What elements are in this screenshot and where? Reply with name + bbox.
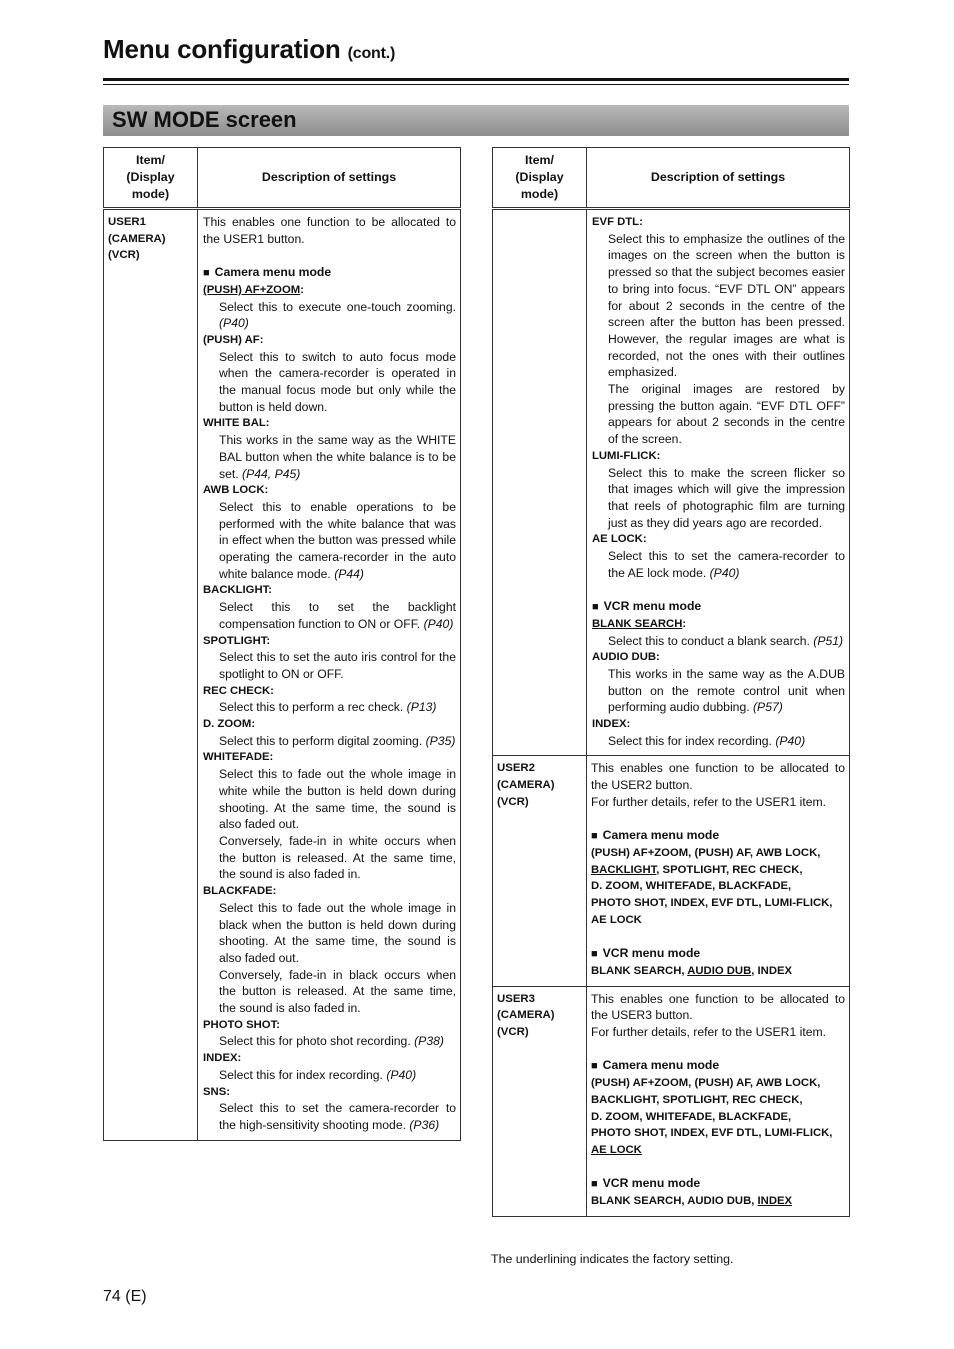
entry-body: Select this to switch to auto focus mode when the camera-recorder is operated in the manual focus mode but only while the button is held down. bbox=[219, 349, 456, 414]
header-item bbox=[493, 148, 587, 209]
mode-list-text: BLANK SEARCH, AUDIO DUB, bbox=[591, 1195, 758, 1207]
header-item bbox=[104, 148, 198, 209]
page-number: 74 (E) bbox=[103, 1288, 147, 1305]
header-description: Description of settings bbox=[198, 148, 461, 209]
entry-body: This works in the same way as the A.DUB button on the remote control unit when performing audio dubbing. bbox=[608, 666, 845, 715]
mode-list-line: BACKLIGHT, SPOTLIGHT, REC CHECK, bbox=[591, 1093, 803, 1106]
entry-label: BACKLIGHT: bbox=[203, 584, 273, 597]
mode-list-line bbox=[591, 963, 845, 980]
item-cell bbox=[493, 986, 587, 1216]
entry-text bbox=[203, 299, 456, 332]
entry-body: Select this to conduct a blank search. bbox=[608, 633, 810, 648]
right-settings-table bbox=[492, 147, 850, 1217]
entry-body: Select this for index recording. bbox=[608, 733, 772, 748]
item-line: (VCR) bbox=[108, 249, 140, 262]
entry-body: Conversely, fade-in in white occurs when the button is released. At the same time, the sound is also faded in. bbox=[219, 834, 456, 882]
header-item-line: mode) bbox=[131, 186, 170, 201]
item-line: (CAMERA) bbox=[108, 232, 166, 245]
mode-list-line bbox=[591, 1142, 845, 1159]
mode-heading-text: VCR menu mode bbox=[603, 599, 702, 614]
entry-text bbox=[203, 649, 456, 682]
section-title: SW MODE screen bbox=[112, 107, 297, 132]
refer-text: For further details, refer to the USER1 item. bbox=[591, 1025, 827, 1039]
page-ref: (P40) bbox=[775, 733, 806, 748]
entry-text bbox=[203, 900, 456, 967]
mode-heading-text: Camera menu mode bbox=[602, 828, 720, 843]
entry-text bbox=[203, 349, 456, 416]
factory-setting: AE LOCK bbox=[591, 1143, 642, 1156]
mode-list-line: (PUSH) AF+ZOOM, (PUSH) AF, AWB LOCK, bbox=[591, 846, 821, 859]
page-ref: (P38) bbox=[414, 1034, 444, 1049]
mode-heading bbox=[591, 827, 845, 845]
item-line: USER2 bbox=[497, 762, 535, 775]
mode-list-line bbox=[591, 1193, 845, 1210]
mode-heading bbox=[591, 1175, 845, 1193]
refer-text: For further details, refer to the USER1 item. bbox=[591, 794, 827, 809]
table-row-user1 bbox=[104, 209, 461, 1141]
item-line: (CAMERA) bbox=[497, 779, 555, 792]
page-ref: (P57) bbox=[753, 700, 783, 715]
page-ref: (P40) bbox=[709, 565, 740, 580]
section-band bbox=[103, 105, 849, 136]
header-item-line: Item/ bbox=[525, 153, 554, 168]
header-item-line: (Display bbox=[126, 170, 175, 185]
entry-label-text: (PUSH) AF+ZOOM bbox=[203, 283, 301, 296]
page-ref: (P40) bbox=[219, 316, 249, 331]
header-item-line: Item/ bbox=[136, 153, 165, 168]
entry-label: AUDIO DUB: bbox=[592, 651, 660, 664]
entry-body: Select this to set the auto iris control for the spotlight to ON or OFF. bbox=[219, 650, 456, 681]
entry-text bbox=[203, 733, 456, 750]
entry-text bbox=[203, 599, 456, 632]
entry-label: AWB LOCK: bbox=[203, 484, 269, 497]
entry-label: PHOTO SHOT: bbox=[203, 1018, 280, 1031]
page-ref: (P40) bbox=[386, 1067, 417, 1082]
mode-list-line: AE LOCK bbox=[591, 913, 642, 926]
entry-label: SNS: bbox=[203, 1085, 230, 1098]
entry-label: INDEX: bbox=[592, 718, 631, 731]
entry-body: Select this to execute one-touch zooming. bbox=[219, 299, 456, 314]
square-bullet-icon: ■ bbox=[591, 1060, 598, 1073]
item-line: USER3 bbox=[497, 992, 535, 1005]
entry-body: Select this to set the camera-recorder to the high-sensitivity shooting mode. bbox=[219, 1101, 456, 1132]
page-ref: (P44, P45) bbox=[242, 466, 301, 481]
mode-list-text: BLANK SEARCH, bbox=[591, 964, 688, 977]
entry-text bbox=[592, 633, 845, 650]
mode-heading-text: Camera menu mode bbox=[602, 1058, 720, 1073]
entry-label-text: BLANK SEARCH bbox=[592, 617, 683, 630]
entry-label: REC CHECK: bbox=[203, 684, 274, 697]
entry-body: Conversely, fade-in in black occurs when the button is released. At the same time, the sound is also faded in. bbox=[219, 967, 456, 1016]
table-header-row bbox=[104, 148, 461, 209]
mode-heading bbox=[591, 1057, 845, 1075]
description-cell bbox=[587, 756, 850, 986]
entry-label: WHITE BAL: bbox=[203, 417, 270, 430]
header-item-line: mode) bbox=[520, 186, 559, 201]
item-cell bbox=[493, 756, 587, 986]
title-rule-thick bbox=[103, 78, 849, 81]
item-cell bbox=[104, 209, 198, 1141]
table-row-user2 bbox=[493, 756, 850, 986]
mode-list-line: (PUSH) AF+ZOOM, (PUSH) AF, AWB LOCK, bbox=[591, 1077, 821, 1090]
title-rule-thin bbox=[103, 84, 849, 85]
entry-text bbox=[592, 733, 845, 750]
mode-heading bbox=[591, 945, 845, 963]
entry-text: Select this to make the screen flicker so that images which will give the impression that reels of photographic film are turning just as they did years ago are recorded. bbox=[608, 465, 845, 530]
factory-setting: BACKLIGHT bbox=[591, 863, 657, 876]
item-line: (VCR) bbox=[497, 1026, 529, 1038]
entry-text bbox=[592, 666, 845, 716]
page-ref: (P51) bbox=[813, 633, 844, 648]
entry-body: Select this for photo shot recording. bbox=[219, 1034, 411, 1049]
entry-label: BLANK SEARCH: bbox=[592, 617, 687, 630]
entry-text bbox=[203, 499, 456, 583]
entry-label: (PUSH) AF+ZOOM: bbox=[203, 283, 304, 296]
entry-body: Select this to set the backlight compensation function to ON or OFF. bbox=[219, 600, 456, 631]
table-row-user1-cont bbox=[493, 209, 850, 756]
mode-heading bbox=[592, 598, 845, 616]
entry-text bbox=[203, 766, 456, 833]
mode-list-line: D. ZOOM, WHITEFADE, BLACKFADE, bbox=[591, 1110, 792, 1123]
square-bullet-icon: ■ bbox=[592, 601, 599, 614]
entry-body: Select this to enable operations to be performed with the white balance that was in effect when the button was pressed while operating the camera-recorder in the auto white balance mode. bbox=[219, 499, 456, 581]
square-bullet-icon: ■ bbox=[591, 1178, 598, 1191]
mode-list-line: PHOTO SHOT, INDEX, EVF DTL, LUMI-FLICK, bbox=[591, 1127, 833, 1140]
item-line: (VCR) bbox=[497, 795, 529, 808]
item-cell bbox=[493, 209, 587, 756]
entry-body: Select this to perform a rec check. bbox=[219, 700, 404, 715]
mode-heading-text: VCR menu mode bbox=[602, 946, 701, 961]
intro-text: This enables one function to be allocated to the USER3 button. bbox=[591, 991, 845, 1023]
entry-body: Select this to fade out the whole image in white while the button is held down during shooting. At the same time, the sound is also faded out. bbox=[219, 767, 456, 832]
entry-body: Select this for index recording. bbox=[219, 1067, 383, 1082]
entry-text bbox=[203, 1100, 456, 1133]
square-bullet-icon: ■ bbox=[203, 267, 210, 280]
square-bullet-icon: ■ bbox=[591, 948, 598, 961]
mode-heading bbox=[203, 264, 456, 282]
page-ref: (P40) bbox=[423, 616, 454, 631]
entry-text bbox=[203, 967, 456, 1017]
mode-list-line: D. ZOOM, WHITEFADE, BLACKFADE, bbox=[591, 880, 792, 893]
header-description: Description of settings bbox=[587, 148, 850, 209]
entry-body: Select this to fade out the whole image in black when the button is held down during shooting. At the same time, the sound is also faded out. bbox=[219, 900, 456, 965]
entry-body: Select this to set the camera-recorder to the AE lock mode. bbox=[608, 549, 845, 580]
entry-text: The original images are restored by pressing the button again. “EVF DTL OFF” appears for about 2 seconds in the centre of the screen. bbox=[608, 382, 845, 447]
square-bullet-icon: ■ bbox=[591, 830, 598, 843]
left-settings-table bbox=[103, 147, 461, 1141]
entry-text bbox=[203, 432, 456, 482]
entry-label: EVF DTL: bbox=[592, 216, 643, 228]
entry-label: SPOTLIGHT: bbox=[203, 634, 271, 647]
entry-label: LUMI-FLICK: bbox=[592, 449, 661, 462]
mode-list-line bbox=[591, 862, 845, 879]
page-ref: (P36) bbox=[409, 1117, 440, 1132]
page-ref: (P13) bbox=[406, 700, 437, 715]
mode-list-text: , INDEX bbox=[751, 964, 793, 977]
entry-label: INDEX: bbox=[203, 1052, 242, 1065]
description-cell bbox=[198, 209, 461, 1141]
factory-setting: AUDIO DUB bbox=[687, 964, 752, 977]
item-line: USER1 bbox=[108, 216, 146, 228]
entry-text bbox=[203, 833, 456, 883]
description-cell bbox=[587, 209, 850, 756]
item-line: (CAMERA) bbox=[497, 1009, 555, 1022]
description-cell bbox=[587, 986, 850, 1216]
entry-label: AE LOCK: bbox=[592, 533, 647, 546]
mode-list-line: PHOTO SHOT, INDEX, EVF DTL, LUMI-FLICK, bbox=[591, 897, 833, 910]
entry-text bbox=[203, 1067, 456, 1084]
page-title-cont: (cont.) bbox=[347, 45, 396, 62]
entry-body: Select this to perform digital zooming. bbox=[219, 733, 423, 748]
entry-label: WHITEFADE: bbox=[203, 751, 274, 764]
entry-text bbox=[203, 1033, 456, 1050]
table-header-row bbox=[493, 148, 850, 209]
entry-text bbox=[592, 548, 845, 581]
entry-label: (PUSH) AF: bbox=[203, 333, 264, 346]
entry-text bbox=[203, 699, 456, 716]
page-ref: (P44) bbox=[334, 566, 364, 581]
entry-text: Select this to emphasize the outlines of the images on the screen when the button is pressed so that the subject becomes easier to bring into focus. “EVF DTL ON” appears for about 2 seconds in the centre of the screen after the button has been pressed. However, the regular images are what is recorded, not the ones with their outlines emphasized. bbox=[608, 231, 845, 380]
entry-label: BLACKFADE: bbox=[203, 885, 277, 898]
footnote: The underlining indicates the factory setting. bbox=[491, 1252, 734, 1266]
page-ref: (P35) bbox=[425, 733, 456, 748]
table-row-user3 bbox=[493, 986, 850, 1216]
mode-list-text: , SPOTLIGHT, REC CHECK, bbox=[656, 863, 803, 876]
mode-heading-text: Camera menu mode bbox=[214, 265, 332, 280]
entry-label: D. ZOOM: bbox=[203, 718, 256, 731]
header-item-line: (Display bbox=[515, 170, 564, 185]
mode-heading-text: VCR menu mode bbox=[602, 1176, 701, 1191]
entry-body: This works in the same way as the WHITE BAL button when the white balance is to be set. bbox=[219, 433, 456, 481]
factory-setting: INDEX bbox=[757, 1195, 793, 1207]
intro-text: This enables one function to be allocated to the USER1 button. bbox=[203, 215, 456, 246]
intro-text: This enables one function to be allocated to the USER2 button. bbox=[591, 761, 845, 793]
page-title-text: Menu configuration bbox=[103, 34, 341, 64]
page-title bbox=[103, 34, 395, 65]
